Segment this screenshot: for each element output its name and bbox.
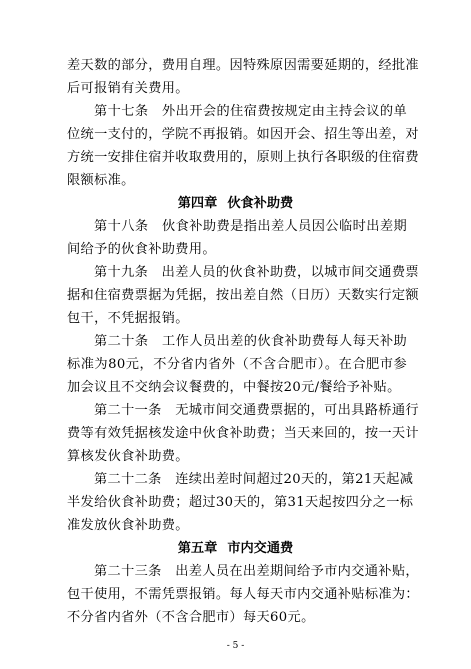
article-18-line: 第十八条 伙食补助费是指出差人员因公临时出差期 bbox=[94, 219, 407, 234]
paragraph-line: 准发放伙食补助费。 bbox=[67, 518, 189, 533]
chapter-5-heading bbox=[0, 540, 471, 558]
paragraph-line: 加会议且不交纳会议餐费的，中餐按20元/餐给予补贴。 bbox=[67, 380, 401, 395]
paragraph-line: 包干，不凭据报销。 bbox=[67, 311, 189, 326]
paragraph-line: 包干使用，不需凭票报销。每人每天市内交通补贴标准为： bbox=[67, 587, 419, 602]
article-21-line: 第二十一条 无城市间交通费票据的，可出具路桥通行 bbox=[94, 403, 419, 418]
article-23-line: 第二十三条 出差人员在出差期间给予市内交通补贴， bbox=[94, 564, 419, 579]
paragraph-line: 间给予的伙食补助费用。 bbox=[67, 242, 216, 257]
article-17-line: 第十七条 外出开会的住宿费按规定由主持会议的单 bbox=[94, 104, 407, 119]
paragraph-line: 费等有效凭据核发途中伙食补助费；当天来回的，按一天计 bbox=[67, 426, 419, 441]
chapter-4-heading bbox=[0, 195, 471, 213]
article-22-line: 第二十二条 连续出差时间超过20天的，第21天起减 bbox=[94, 472, 414, 487]
paragraph-line: 位统一支付的，学院不再报销。如因开会、招生等出差，对 bbox=[67, 127, 419, 142]
paragraph-line: 差天数的部分，费用自理。因特殊原因需要延期的，经批准 bbox=[67, 58, 419, 73]
paragraph-line: 据和住宿费票据为凭据，按出差自然（日历）天数实行定额 bbox=[67, 288, 419, 303]
paragraph-line: 不分省内省外（不含合肥市）每天60元。 bbox=[67, 610, 315, 625]
paragraph-line: 标准为80元，不分省内省外（不含合肥市）。在合肥市参 bbox=[67, 357, 407, 372]
paragraph-line: 半发给伙食补助费；超过30天的，第31天起按四分之一标 bbox=[67, 495, 414, 510]
chapter-title: 伙食补助费 bbox=[227, 196, 294, 211]
paragraph-line: 方统一安排住宿并收取费用的，原则上执行各职级的住宿费 bbox=[67, 150, 419, 165]
paragraph-line: 后可报销有关费用。 bbox=[67, 81, 189, 96]
article-20-line: 第二十条 工作人员出差的伙食补助费每人每天补助 bbox=[94, 334, 407, 349]
paragraph-line: 限额标准。 bbox=[67, 173, 135, 188]
paragraph-line: 算核发伙食补助费。 bbox=[67, 449, 189, 464]
article-19-line: 第十九条 出差人员的伙食补助费，以城市间交通费票 bbox=[94, 265, 419, 280]
chapter-number: 第五章 bbox=[177, 541, 218, 556]
chapter-number: 第四章 bbox=[177, 196, 218, 211]
chapter-title: 市内交通费 bbox=[227, 541, 294, 556]
page-number: - 5 - bbox=[226, 641, 245, 651]
